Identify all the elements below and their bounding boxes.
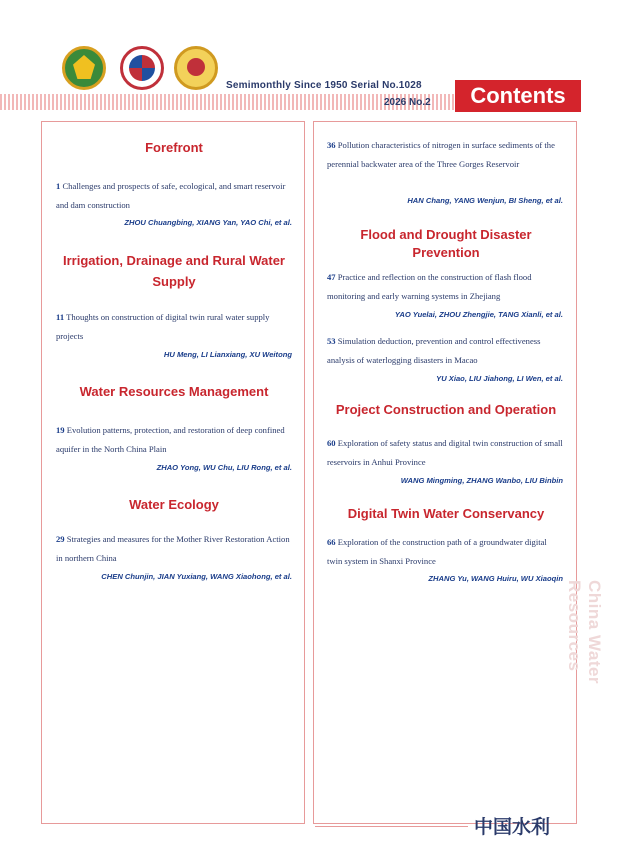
article-page: 47 [327,272,336,282]
article-page: 11 [56,312,65,322]
article-page: 60 [327,438,336,448]
left-column [41,121,305,824]
organization-logo-gold-icon [174,46,218,90]
article-entry[interactable] [327,136,563,174]
article-authors: ZHAO Yong, WU Chu, LIU Rong, et al. [156,463,292,472]
issue-number: 2026 No.2 [384,97,431,108]
article-authors: ZHANG Yu, WANG Huiru, WU Xiaoqin [428,574,563,583]
footer-divider [315,826,468,827]
publication-series: Semimonthly Since 1950 Serial No.1028 [226,80,422,91]
article-title: Exploration of the construction path of a groundwater digital twin system in Shanxi Province [327,537,547,566]
article-page: 1 [56,181,61,191]
section-title: Irrigation, Drainage and Rural Water Supply [62,253,285,289]
article-page: 53 [327,336,336,346]
article-entry[interactable] [327,332,563,370]
article-entry[interactable] [56,530,292,568]
section-title: Flood and Drought Disaster Prevention [360,227,532,260]
section-title: Digital Twin Water Conservancy [347,506,545,521]
article-title: Exploration of safety status and digital twin construction of small reservoirs in Anhui Province [327,438,563,467]
article-title: Challenges and prospects of safe, ecological, and smart reservoir and dam construction [56,181,286,210]
article-entry[interactable] [56,421,292,459]
section-title: Water Resources Management [79,384,269,399]
organization-logo-green-icon [62,46,106,90]
article-authors: HU Meng, LI Lianxiang, XU Weitong [163,350,292,359]
article-authors: WANG Mingming, ZHANG Wanbo, LIU Binbin [400,476,563,485]
section-title: Project Construction and Operation [335,402,557,417]
right-column [313,121,577,824]
side-title: China Water Resources [565,580,604,685]
article-authors: ZHOU Chuangbing, XIANG Yan, YAO Chi, et al. [124,218,292,227]
section-title: Forefront [145,140,203,155]
journal-name-cn: 中国水利 [474,816,551,838]
article-title: Thoughts on construction of digital twin rural water supply projects [56,312,270,341]
article-title: Simulation deduction, prevention and control effectiveness analysis of waterlogging disasters in Macao [327,336,541,365]
section-title: Water Ecology [129,497,219,512]
organization-logo-red-icon [120,46,164,90]
article-page: 29 [56,534,65,544]
article-entry[interactable] [327,434,563,472]
article-entry[interactable] [56,308,292,346]
article-authors: CHEN Chunjin, JIAN Yuxiang, WANG Xiaohong, et al. [101,572,292,581]
article-title: Evolution patterns, protection, and restoration of deep confined aquifer in the North China Plain [56,425,285,454]
article-page: 36 [327,140,336,150]
article-authors: YU Xiao, LIU Jiahong, LI Wen, et al. [436,374,563,383]
article-entry[interactable] [327,533,563,571]
article-entry[interactable] [56,177,292,215]
article-page: 66 [327,537,336,547]
article-title: Practice and reflection on the construction of flash flood monitoring and early warning systems in Zhejiang [327,272,532,301]
article-page: 19 [56,425,65,435]
article-authors: YAO Yuelai, ZHOU Zhengjie, TANG Xianli, et al. [394,310,563,319]
contents-heading: Contents [455,80,581,112]
article-entry[interactable] [327,268,563,306]
article-authors: HAN Chang, YANG Wenjun, BI Sheng, et al. [407,196,563,205]
article-title: Pollution characteristics of nitrogen in surface sediments of the perennial backwater area of the Three Gorges Reservoir [327,140,555,169]
article-title: Strategies and measures for the Mother River Restoration Action in northern China [56,534,290,563]
